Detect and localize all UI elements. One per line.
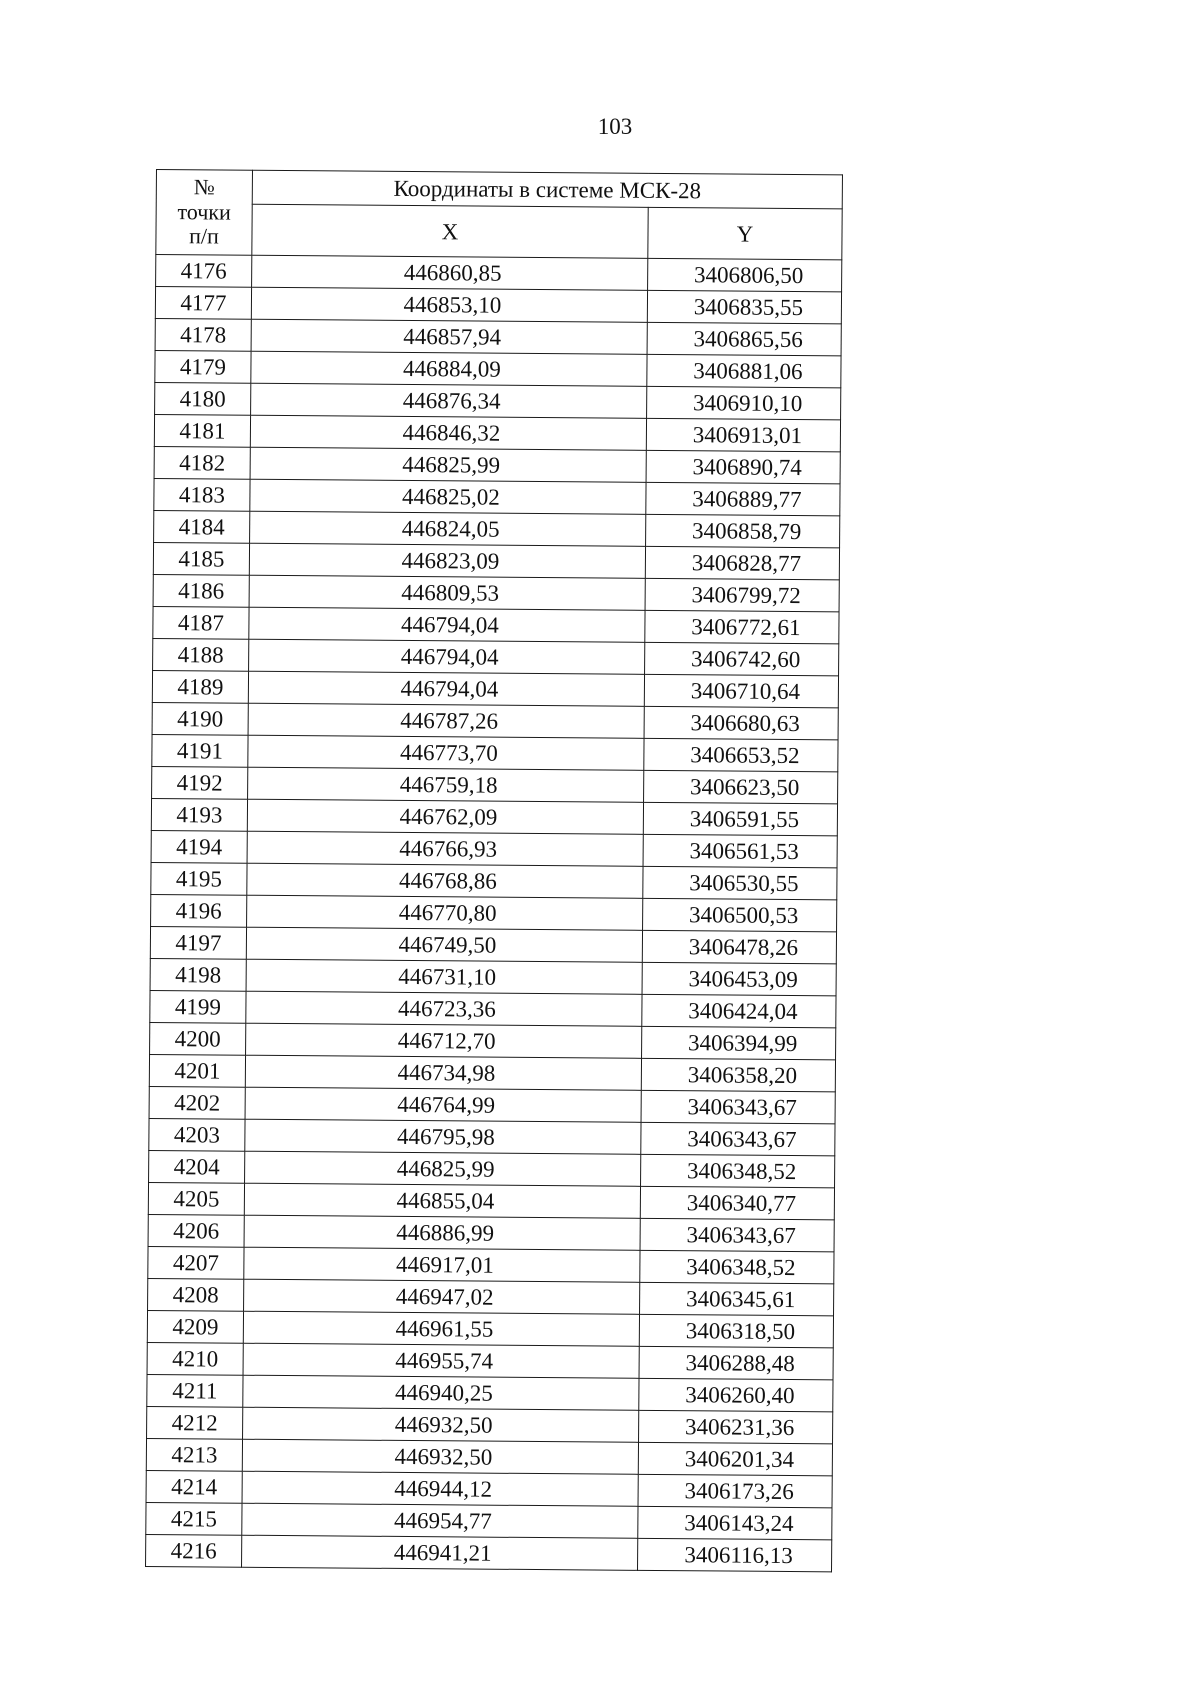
table-row [150, 926, 836, 963]
x-coordinate-cell: 446768,86 [247, 863, 643, 898]
table-row [147, 1310, 833, 1347]
point-number-cell: 4198 [150, 958, 246, 991]
point-number-cell: 4185 [153, 542, 249, 575]
x-coordinate-cell: 446809,53 [249, 575, 645, 610]
point-number-cell: 4206 [148, 1214, 244, 1247]
x-coordinate-cell: 446954,77 [242, 1503, 638, 1538]
point-number-cell: 4183 [154, 478, 250, 511]
table-row [150, 990, 836, 1027]
point-number-cell: 4200 [150, 1022, 246, 1055]
y-coordinate-cell: 3406358,20 [641, 1058, 835, 1092]
y-coordinate-cell: 3406348,52 [640, 1250, 834, 1284]
point-number-cell: 4196 [151, 894, 247, 927]
table-row [152, 702, 838, 739]
y-coordinate-cell: 3406772,61 [645, 610, 839, 644]
x-coordinate-cell: 446932,50 [242, 1439, 638, 1474]
point-number-cell: 4192 [152, 766, 248, 799]
x-coordinate-cell: 446731,10 [246, 959, 642, 994]
page-number: 103 [597, 114, 633, 139]
table-row [154, 414, 840, 451]
table-row [153, 574, 839, 611]
table-row [148, 1278, 834, 1315]
x-coordinate-cell: 446749,50 [246, 927, 642, 962]
point-number-cell: 4201 [149, 1054, 245, 1087]
table-row [153, 638, 839, 675]
x-coordinate-cell: 446794,04 [249, 639, 645, 674]
y-coordinate-cell: 3406653,52 [644, 738, 838, 772]
point-number-cell: 4195 [151, 862, 247, 895]
point-number-cell: 4189 [152, 670, 248, 703]
table-row [155, 318, 841, 355]
x-coordinate-cell: 446795,98 [245, 1119, 641, 1154]
x-coordinate-cell: 446961,55 [243, 1311, 639, 1346]
table-row [153, 542, 839, 579]
x-coordinate-cell: 446734,98 [245, 1055, 641, 1090]
x-coordinate-cell: 446823,09 [249, 543, 645, 578]
y-coordinate-cell: 3406343,67 [641, 1090, 835, 1124]
table-row [148, 1182, 834, 1219]
y-coordinate-cell: 3406348,52 [641, 1154, 835, 1188]
y-coordinate-cell: 3406913,01 [646, 418, 840, 452]
x-coordinate-cell: 446917,01 [244, 1247, 640, 1282]
point-number-cell: 4197 [150, 926, 246, 959]
y-coordinate-cell: 3406340,77 [640, 1186, 834, 1220]
y-coordinate-cell: 3406343,67 [641, 1122, 835, 1156]
y-coordinate-cell: 3406680,63 [644, 706, 838, 740]
point-number-cell: 4214 [146, 1470, 242, 1503]
y-coordinate-cell: 3406889,77 [646, 482, 840, 516]
table-row [149, 1054, 835, 1091]
x-coordinate-cell: 446857,94 [251, 319, 647, 354]
point-number-header-symbol: № [193, 174, 215, 200]
x-column-header: X [252, 204, 648, 258]
point-number-cell: 4213 [146, 1438, 242, 1471]
x-coordinate-cell: 446825,99 [245, 1151, 641, 1186]
point-number-header [156, 170, 253, 256]
point-number-header-word: точки [177, 198, 231, 225]
table-row [146, 1470, 832, 1507]
y-column-header: Y [648, 207, 842, 260]
x-coordinate-cell: 446932,50 [243, 1407, 639, 1442]
y-coordinate-cell: 3406260,40 [639, 1378, 833, 1412]
point-number-cell: 4184 [154, 510, 250, 543]
table-row [150, 1022, 836, 1059]
x-coordinate-cell: 446723,36 [246, 991, 642, 1026]
point-number-cell: 4187 [153, 606, 249, 639]
x-coordinate-cell: 446764,99 [245, 1087, 641, 1122]
table-row [152, 766, 838, 803]
x-coordinate-cell: 446762,09 [247, 799, 643, 834]
table-row [147, 1406, 833, 1443]
y-coordinate-cell: 3406318,50 [639, 1314, 833, 1348]
y-coordinate-cell: 3406143,24 [638, 1506, 832, 1540]
table-row [147, 1342, 833, 1379]
x-coordinate-cell: 446955,74 [243, 1343, 639, 1378]
point-number-cell: 4205 [148, 1182, 244, 1215]
table-row [155, 350, 841, 387]
x-coordinate-cell: 446941,21 [242, 1535, 638, 1570]
x-coordinate-cell: 446825,99 [250, 447, 646, 482]
coordinates-group-header: Координаты в системе МСК-28 [252, 170, 842, 209]
table-row [146, 1502, 832, 1539]
y-coordinate-cell: 3406500,53 [643, 898, 837, 932]
point-number-cell: 4177 [155, 287, 251, 320]
x-coordinate-cell: 446884,09 [251, 351, 647, 386]
table-row [154, 478, 840, 515]
x-coordinate-cell: 446940,25 [243, 1375, 639, 1410]
point-number-cell: 4210 [147, 1342, 243, 1375]
y-coordinate-cell: 3406881,06 [647, 354, 841, 388]
y-coordinate-cell: 3406201,34 [638, 1442, 832, 1476]
x-coordinate-cell: 446944,12 [242, 1471, 638, 1506]
table-row [149, 1086, 835, 1123]
point-number-cell: 4212 [147, 1406, 243, 1439]
point-number-cell: 4204 [149, 1150, 245, 1183]
y-coordinate-cell: 3406910,10 [647, 386, 841, 420]
table-row [152, 734, 838, 771]
point-number-cell: 4193 [151, 798, 247, 831]
table-row [150, 958, 836, 995]
table-row [154, 446, 840, 483]
x-coordinate-cell: 446846,32 [250, 415, 646, 450]
y-coordinate-cell: 3406345,61 [640, 1282, 834, 1316]
point-number-cell: 4179 [155, 350, 251, 383]
y-coordinate-cell: 3406343,67 [640, 1218, 834, 1252]
y-coordinate-cell: 3406116,13 [638, 1538, 832, 1572]
y-coordinate-cell: 3406530,55 [643, 866, 837, 900]
y-coordinate-cell: 3406865,56 [647, 322, 841, 356]
table-row [149, 1118, 835, 1155]
table-row [155, 382, 841, 419]
point-number-cell: 4202 [149, 1086, 245, 1119]
table-row [148, 1214, 834, 1251]
x-coordinate-cell: 446860,85 [252, 255, 648, 290]
point-number-cell: 4215 [146, 1502, 242, 1535]
x-coordinate-cell: 446787,26 [248, 703, 644, 738]
table-row [146, 1534, 832, 1571]
point-number-cell: 4181 [154, 414, 250, 447]
y-coordinate-cell: 3406424,04 [642, 994, 836, 1028]
y-coordinate-cell: 3406890,74 [646, 450, 840, 484]
x-coordinate-cell: 446794,04 [249, 607, 645, 642]
y-coordinate-cell: 3406742,60 [645, 642, 839, 676]
x-coordinate-cell: 446886,99 [244, 1215, 640, 1250]
y-coordinate-cell: 3406478,26 [642, 930, 836, 964]
y-coordinate-cell: 3406806,50 [648, 258, 842, 292]
x-coordinate-cell: 446794,04 [248, 671, 644, 706]
table-row [146, 1438, 832, 1475]
y-coordinate-cell: 3406591,55 [643, 802, 837, 836]
coordinates-table-header [156, 170, 843, 260]
point-number-cell: 4199 [150, 990, 246, 1023]
y-coordinate-cell: 3406858,79 [646, 514, 840, 548]
table-row [155, 287, 841, 324]
x-coordinate-cell: 446876,34 [251, 383, 647, 418]
point-number-cell: 4216 [146, 1534, 242, 1567]
y-coordinate-cell: 3406394,99 [642, 1026, 836, 1060]
x-coordinate-cell: 446855,04 [244, 1183, 640, 1218]
point-number-cell: 4194 [151, 830, 247, 863]
x-coordinate-cell: 446766,93 [247, 831, 643, 866]
point-number-cell: 4208 [148, 1278, 244, 1311]
x-coordinate-cell: 446824,05 [250, 511, 646, 546]
y-coordinate-cell: 3406710,64 [644, 674, 838, 708]
x-coordinate-cell: 446773,70 [248, 735, 644, 770]
point-number-cell: 4180 [155, 382, 251, 415]
table-row [154, 510, 840, 547]
x-coordinate-cell: 446853,10 [251, 287, 647, 322]
x-coordinate-cell: 446825,02 [250, 479, 646, 514]
coordinates-table-body [146, 255, 842, 1572]
table-row [151, 830, 837, 867]
point-number-cell: 4203 [149, 1118, 245, 1151]
x-coordinate-cell: 446947,02 [244, 1279, 640, 1314]
table-row [151, 798, 837, 835]
y-coordinate-cell: 3406453,09 [642, 962, 836, 996]
x-coordinate-cell: 446712,70 [246, 1023, 642, 1058]
point-number-cell: 4186 [153, 574, 249, 607]
table-row [147, 1374, 833, 1411]
y-coordinate-cell: 3406623,50 [644, 770, 838, 804]
table-row [156, 255, 842, 292]
y-coordinate-cell: 3406231,36 [639, 1410, 833, 1444]
coordinates-table [145, 169, 843, 1572]
point-number-cell: 4209 [147, 1310, 243, 1343]
x-coordinate-cell: 446770,80 [247, 895, 643, 930]
y-coordinate-cell: 3406173,26 [638, 1474, 832, 1508]
x-coordinate-cell: 446759,18 [248, 767, 644, 802]
point-number-cell: 4211 [147, 1374, 243, 1407]
point-number-cell: 4182 [154, 446, 250, 479]
table-row [151, 894, 837, 931]
point-number-header-abbr: п/п [189, 223, 219, 249]
point-number-cell: 4207 [148, 1246, 244, 1279]
point-number-cell: 4188 [153, 638, 249, 671]
table-row [153, 606, 839, 643]
y-coordinate-cell: 3406828,77 [645, 546, 839, 580]
table-row [152, 670, 838, 707]
y-coordinate-cell: 3406288,48 [639, 1346, 833, 1380]
point-number-cell: 4191 [152, 734, 248, 767]
table-row [148, 1246, 834, 1283]
y-coordinate-cell: 3406799,72 [645, 578, 839, 612]
table-row [151, 862, 837, 899]
y-coordinate-cell: 3406561,53 [643, 834, 837, 868]
point-number-cell: 4176 [156, 255, 252, 288]
point-number-cell: 4178 [155, 318, 251, 351]
table-row [149, 1150, 835, 1187]
y-coordinate-cell: 3406835,55 [647, 290, 841, 324]
point-number-cell: 4190 [152, 702, 248, 735]
